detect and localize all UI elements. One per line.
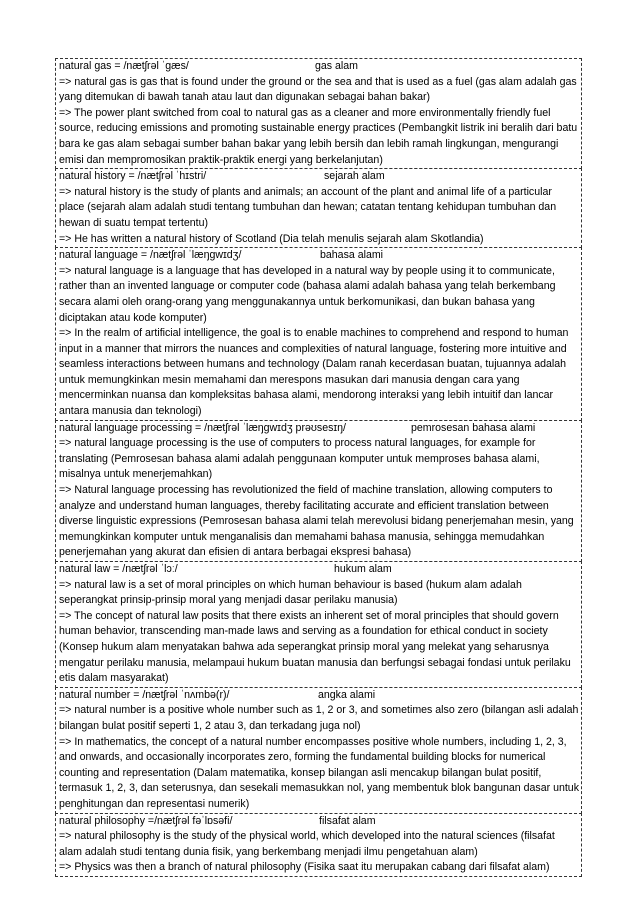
entry-natural-gas (55, 58, 582, 169)
entry-translation: sejarah alam (324, 170, 385, 183)
entry-definition: => natural language is a language that has developed in a natural way by people using it to communicate, rather than an invented language or computer code (bahasa alami adalah bahasa yang telah berkembang secara alami oleh orang-orang yang menggunakannya untuk berkomunikasi, dan bukan bahasa yang diciptakan atau kode komputer) (59, 264, 556, 324)
entry-definition: => natural philosophy is the study of the physical world, which developed into the natural sciences (filsafat alam adalah studi tentang dunia fisik, yang berkembang menjadi ilmu pengetahuan alam) (59, 830, 555, 858)
entry-natural-number (55, 687, 582, 814)
entry-translation: bahasa alami (320, 249, 384, 262)
entry-translation: gas alam (315, 60, 358, 72)
entry-term: natural number = /nætʃrəl ˈnʌmbə(r)/ (59, 688, 230, 701)
entry-natural-history (55, 168, 582, 248)
entry-headline (59, 814, 579, 830)
entry-example: => In the realm of artificial intelligence, the goal is to enable machines to comprehend and respond to human input in a manner that mirrors the nuances and complexities of natural language, fostering more intuitive and seamless interactions between humans and technology (Dalam ranah kecerdasan buatan, tujuannya adalah untuk memungkinkan mesin memahami dan merespons masukan dari manusia dengan cara yang mencerminkan nuansa dan kompleksitas bahasa alami, mendorong interaksi yang lebih intuitif dan lancar antara manusia dan teknologi) (59, 327, 569, 418)
entry-example: => In mathematics, the concept of a natural number encompasses positive whole numbers, including 1, 2, 3, and onwards, and occasionally incorporates zero, forming the fundamental building blocks for numerical counting and representation (Dalam matematika, konsep bilangan asli mencakup bilangan bulat positif, termasuk 1, 2, 3, dan seterusnya, dan sesekali memasukkan nol, yang membentuk blok bangunan dasar untuk penghitungan dan representasi numerik) (59, 735, 579, 810)
entry-headline (59, 688, 579, 704)
entry-natural-philosophy (55, 813, 582, 877)
entry-natural-language (55, 247, 582, 421)
entry-definition: => natural history is the study of plants and animals; an account of the plant and animal life of a particular place (sejarah alam adalah studi tentang tumbuhan dan hewan; catatan tentang kehidupan tumbuhan dan hewan di suatu tempat tertentu) (59, 185, 557, 229)
entry-translation: filsafat alam (319, 814, 376, 827)
entry-translation: hukum alam (334, 563, 392, 575)
entry-translation: pemrosesan bahasa alami (411, 421, 536, 434)
entry-headline (59, 421, 579, 437)
entry-example: => The power plant switched from coal to natural gas as a cleaner and more environmentally friendly fuel source, reducing emissions and promoting sustainable energy practices (Pembangkit listrik ini beralih dari batu bara ke gas alam sebagai sumber bahan bakar yang lebih bersih dan lebih ramah lingkungan, mengurangi emisi dan mempromosikan praktik-praktik energi yang berkelanjutan) (59, 106, 578, 166)
entry-example: => He has written a natural history of Scotland (Dia telah menulis sejarah alam Skotlandia) (59, 232, 484, 245)
entry-example: => The concept of natural law posits that there exists an inherent set of moral principles that should govern human behavior, transcending man-made laws and serving as a foundation for ethical conduct in society (Konsep hukum alam menyatakan bahwa ada seperangkat prinsip moral yang melekat yang seharusnya mengatur perilaku manusia, melampaui hukum buatan manusia dan berfungsi sebagai fondasi untuk perilaku etis dalam masyarakat) (59, 609, 571, 685)
entry-definition: => natural language processing is the use of computers to process natural languages, for example for translating (Pemrosesan bahasa alami adalah penggunaan komputer untuk memproses bahasa alami, misalnya untuk menerjemahkan) (59, 437, 540, 481)
entry-term: natural language = /nætʃrəl ˈlæŋɡwɪdʒ/ (59, 249, 242, 262)
entry-example: => Physics was then a branch of natural philosophy (Fisika saat itu merupakan cabang dari filsafat alam) (59, 861, 550, 874)
entry-headline (59, 248, 579, 264)
entry-term: natural law = /nætʃrəl ˈlɔː/ (59, 563, 178, 575)
entry-term: natural history = /nætʃrəl ˈhɪstri/ (59, 170, 207, 183)
glossary-document (55, 59, 582, 877)
entry-term: natural gas = /nætʃrəl ˈɡæs/ (59, 60, 189, 72)
entry-natural-law (55, 561, 582, 688)
entry-example: => Natural language processing has revolutionized the field of machine translation, allowing computers to analyze and understand human languages, thereby facilitating accurate and efficient translation between diverse linguistic expressions (Pemrosesan bahasa alami telah merevolusi bidang penerjemahan mesin, yang memungkinkan komputer untuk menganalisis dan memahami bahasa manusia, sehingga memudahkan penerjemahan yang akurat dan efisien di antara berbagai ekspresi bahasa) (59, 484, 574, 559)
entry-natural-language-processing (55, 420, 582, 562)
entry-definition: => natural gas is gas that is found under the ground or the sea and that is used as a fuel (gas alam adalah gas yang ditemukan di bawah tanah atau laut dan digunakan sebagai bahan bakar) (59, 75, 577, 104)
entry-definition: => natural law is a set of moral principles on which human behaviour is based (hukum alam adalah seperangkat prinsip-prinsip moral yang menjadi dasar perilaku manusia) (59, 578, 522, 607)
entry-headline (59, 562, 579, 578)
entry-translation: angka alami (318, 688, 376, 701)
entry-term: natural language processing = /nætʃrəl ˈlæŋɡwɪdʒ prəʊsesɪŋ/ (59, 421, 346, 434)
entry-headline (59, 59, 579, 75)
entry-headline (59, 169, 579, 185)
entry-term: natural philosophy =/nætʃrəl fəˈlɒsəfi/ (59, 814, 233, 827)
entry-definition: => natural number is a positive whole number such as 1, 2 or 3, and sometimes also zero (bilangan asli adalah bilangan bulat positif seperti 1, 2 atau 3, dan terkadang juga nol) (59, 704, 579, 732)
